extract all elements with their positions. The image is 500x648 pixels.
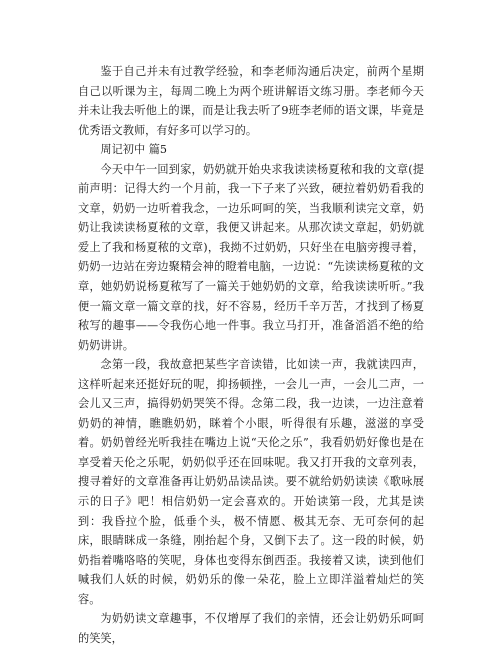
document-body bbox=[78, 62, 424, 648]
paragraph-teaching-plan: 鉴于自己并未有过教学经验，和李老师沟通后决定，前两个星期自己以听课为主，每周二晚上为两个班讲解语文练习册。李老师今天并未让我去听他上的课，而是让我去听了9班李老师的语文课，毕竟是优秀语文教师，有好多可以学习的。 bbox=[78, 65, 424, 137]
paragraph-reading-aloud: 念第一段，我故意把某些字音读错，比如读一声，我就读四声，这样听起来还挺好玩的呢，抑扬顿挫，一会儿一声，一会儿二声，一会儿又三声，搞得奶奶哭笑不得。念第二段，我一边读，一边注意着奶奶的神情，瞧瞧奶奶，眯着个小眼，听得很有乐趣，滋滋的享受着。奶奶曾经光听我挂在嘴边上说“天伦之乐”，我看奶奶好像也是在享受着天伦之乐呢，奶奶似乎还在回味呢。我又打开我的文章列表，搜寻着好的文章准备再让奶奶品读品读。要不就给奶奶读读《歌咏展示的日子》吧！相信奶奶一定会喜欢的。开始读第一段，尤其是读到：我昏拉个脸，低垂个头，极不情愿、极其无奈、无可奈何的起床，眼睛眯成一条缝，刚抬起个身，又倒下去了。这一段的时候，奶奶指着嘴咯咯的笑呢，身体也变得东倒西歪。我接着又读，读到他们喊我们人妖的时候，奶奶乐的像一朵花，脸上立即洋溢着灿烂的笑容。 bbox=[78, 358, 424, 606]
section-heading: 周记初中 篇5 bbox=[100, 143, 168, 157]
paragraph-conclusion: 为奶奶读文章趣事，不仅增厚了我们的亲情，还会让奶奶乐呵呵的笑笑， bbox=[78, 612, 424, 645]
paragraph-grandma-request: 今天中午一回到家，奶奶就开始央求我读读杨夏秾和我的文章(提前声明：记得大约一个月前，我一下子来了兴致，硬拉着奶奶看我的文章，奶奶一边听着我念，一边乐呵呵的笑，当我顺利读完文章，奶奶让我读读杨夏秾的文章，我便又讲起来。从那次读文章起，奶奶就爱上了我和杨夏秾的文章)，我拗不过奶奶，只好坐在电脑旁搜寻着，奶奶一边站在旁边聚精会神的瞪着电脑，一边说：“先读读杨夏秾的文章，她奶奶说杨夏秾写了一篇关于她奶奶的文章，给我读读听听。”我便一篇文章一篇文章的找，好不容易，经历千辛万苦，才找到了杨夏秾写的趣事——令我伤心地一件事。我立马打开，准备滔滔不绝的给奶奶讲讲。 bbox=[78, 162, 424, 352]
